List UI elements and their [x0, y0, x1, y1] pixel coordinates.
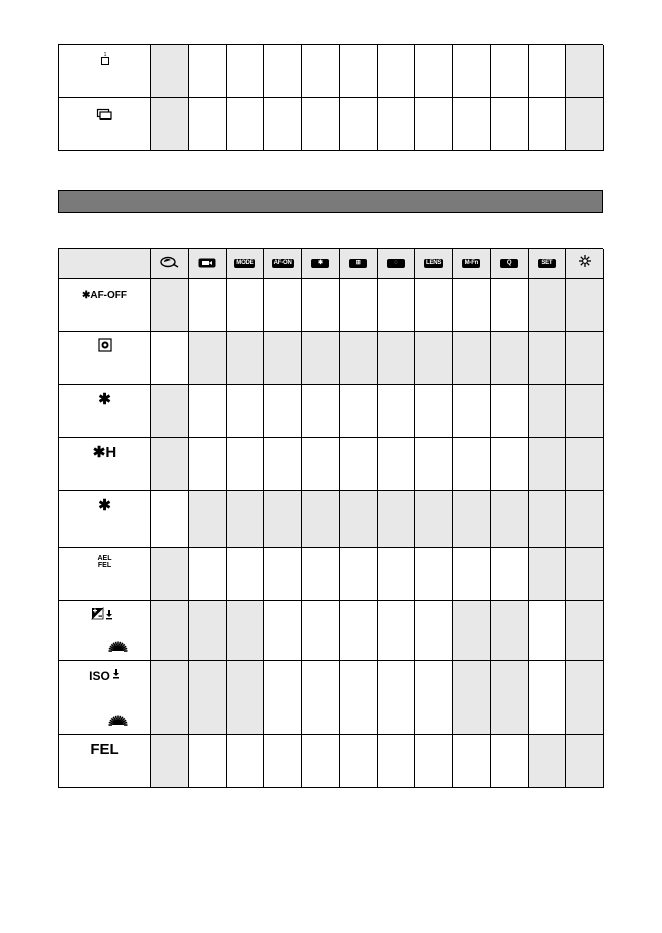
- table-cell: [302, 45, 340, 98]
- column-header: [340, 249, 378, 279]
- table-cell: [415, 279, 453, 332]
- table-cell: [378, 45, 416, 98]
- table-cell: [264, 661, 302, 735]
- table-cell: [227, 548, 265, 601]
- table-cell: [340, 332, 378, 385]
- table-cell: [189, 548, 227, 601]
- column-header: [189, 249, 227, 279]
- table-cell: [415, 98, 453, 151]
- drive-mode-label: [59, 98, 151, 151]
- column-header: [491, 249, 529, 279]
- table-cell: [415, 438, 453, 491]
- table-cell: [151, 98, 189, 151]
- drive-mode-label: [59, 45, 151, 98]
- table-cell: [302, 548, 340, 601]
- table-cell: [151, 548, 189, 601]
- table-cell: [340, 98, 378, 151]
- column-header: [302, 249, 340, 279]
- table-cell: [491, 279, 529, 332]
- table-cell: [189, 438, 227, 491]
- table-cell: [378, 279, 416, 332]
- row-label-text: ✱: [98, 391, 111, 408]
- table-cell: [453, 601, 491, 661]
- table-cell: [491, 735, 529, 788]
- row-label: [59, 491, 151, 548]
- table-cell: [302, 491, 340, 548]
- table-cell: [189, 385, 227, 438]
- row-label-text: FEL: [90, 741, 119, 758]
- set-button-icon: SET: [538, 259, 556, 268]
- table-cell: [189, 491, 227, 548]
- column-header: [264, 249, 302, 279]
- row-label: [59, 438, 151, 491]
- custom-controls-table: [58, 248, 603, 788]
- table-cell: [453, 438, 491, 491]
- continuous-shooting-icon: [96, 108, 114, 127]
- table-cell: [189, 661, 227, 735]
- table-cell: [415, 661, 453, 735]
- fe-lock-icon: [90, 741, 118, 759]
- table-cell: [151, 735, 189, 788]
- table-cell: [302, 385, 340, 438]
- table-cell: [340, 661, 378, 735]
- table-cell: [227, 332, 265, 385]
- table-cell: [302, 735, 340, 788]
- table-cell: [189, 279, 227, 332]
- table-cell: [227, 385, 265, 438]
- table-cell: [415, 45, 453, 98]
- multi-function-button-icon: M-Fn: [462, 259, 480, 268]
- table-cell: [491, 661, 529, 735]
- table-cell: [151, 438, 189, 491]
- table-cell: [491, 491, 529, 548]
- metering-mode-icon: [98, 338, 112, 357]
- table-cell: [529, 332, 567, 385]
- ae-lock-icon: [98, 391, 111, 409]
- ae-lock-af-off-icon: [82, 285, 127, 303]
- table-cell: [151, 661, 189, 735]
- table-cell: [491, 438, 529, 491]
- column-header: [453, 249, 491, 279]
- ae-lock-button-icon: ✱: [311, 259, 329, 268]
- column-header: [227, 249, 265, 279]
- table-cell: [189, 45, 227, 98]
- table-cell: [453, 548, 491, 601]
- table-cell: [340, 45, 378, 98]
- table-cell: [227, 279, 265, 332]
- table-cell: [264, 45, 302, 98]
- iso-speed-icon: [89, 667, 120, 685]
- table-cell: [340, 491, 378, 548]
- table-cell: [566, 385, 604, 438]
- row-label: [59, 385, 151, 438]
- table-cell: [453, 661, 491, 735]
- table-cell: [302, 98, 340, 151]
- table-cell: [453, 45, 491, 98]
- table-cell: [264, 548, 302, 601]
- table-cell: [340, 735, 378, 788]
- table-cell: [227, 491, 265, 548]
- table-cell: [378, 601, 416, 661]
- table-cell: [566, 332, 604, 385]
- row-label-text: ✱H: [92, 444, 117, 461]
- main-dial-icon: [108, 713, 128, 731]
- table-cell: [529, 548, 567, 601]
- table-cell: [566, 98, 604, 151]
- section-header-bar: [58, 190, 603, 213]
- svg-text:1: 1: [103, 52, 106, 58]
- table-cell: [340, 438, 378, 491]
- table-cell: [491, 385, 529, 438]
- table-cell: [529, 279, 567, 332]
- table-cell: [227, 661, 265, 735]
- table-cell: [227, 601, 265, 661]
- mode-button-icon: MODE: [236, 260, 254, 266]
- table-cell: [529, 601, 567, 661]
- table-cell: [529, 491, 567, 548]
- table-cell: [227, 98, 265, 151]
- column-header: [566, 249, 604, 279]
- table-cell: [189, 332, 227, 385]
- row-label: [59, 601, 151, 661]
- metering-start-icon: [159, 255, 179, 273]
- table-cell: [415, 735, 453, 788]
- table-cell: [151, 279, 189, 332]
- table-cell: [566, 491, 604, 548]
- table-cell: [227, 45, 265, 98]
- table-cell: [340, 548, 378, 601]
- column-header: [378, 249, 416, 279]
- table-cell: [415, 491, 453, 548]
- table-cell: [566, 438, 604, 491]
- table-cell: [566, 548, 604, 601]
- table-cell: [340, 279, 378, 332]
- quick-control-button-icon: Q: [500, 259, 518, 268]
- table-cell: [529, 661, 567, 735]
- table-cell: [415, 332, 453, 385]
- exposure-compensation-icon: [91, 607, 119, 626]
- table-cell: [491, 45, 529, 98]
- table-cell: [529, 385, 567, 438]
- table-cell: [566, 279, 604, 332]
- table-cell: [189, 601, 227, 661]
- table-cell: [491, 548, 529, 601]
- table-cell: [453, 332, 491, 385]
- table-cell: [227, 735, 265, 788]
- table-cell: [378, 661, 416, 735]
- table-cell: [302, 332, 340, 385]
- table-cell: [302, 661, 340, 735]
- table-cell: [378, 438, 416, 491]
- single-shooting-icon: [99, 51, 111, 72]
- row-label-text: ✱AF-OFF: [81, 290, 128, 301]
- table-cell: [415, 385, 453, 438]
- column-header: [151, 249, 189, 279]
- header-corner-cell: [59, 249, 151, 279]
- column-header: [529, 249, 567, 279]
- table-cell: [453, 279, 491, 332]
- table-cell: [453, 735, 491, 788]
- table-cell: [378, 332, 416, 385]
- table-cell: [264, 385, 302, 438]
- table-cell: [529, 98, 567, 151]
- table-cell: [264, 601, 302, 661]
- movie-button-icon: [198, 255, 216, 273]
- table-cell: [491, 98, 529, 151]
- row-label-text: AEL FEL: [97, 555, 112, 569]
- table-cell: [566, 601, 604, 661]
- table-cell: [264, 735, 302, 788]
- row-label-text: ✱: [98, 497, 111, 514]
- table-cell: [378, 385, 416, 438]
- ae-lock-hold-icon: [93, 444, 116, 462]
- main-dial-icon: [108, 639, 128, 657]
- table-cell: [151, 332, 189, 385]
- column-header: [415, 249, 453, 279]
- table-cell: [189, 735, 227, 788]
- af-point-button-icon: ⊞: [349, 259, 367, 268]
- table-cell: [227, 438, 265, 491]
- table-cell: [378, 98, 416, 151]
- ael-fel-icon: [98, 554, 112, 572]
- table-cell: [415, 601, 453, 661]
- table-cell: [491, 332, 529, 385]
- table-cell: [378, 548, 416, 601]
- table-cell: [340, 601, 378, 661]
- table-cell: [378, 491, 416, 548]
- table-cell: [151, 45, 189, 98]
- row-label: [59, 661, 151, 735]
- row-label-text: ISO: [89, 669, 110, 683]
- table-cell: [566, 735, 604, 788]
- table-cell: [264, 491, 302, 548]
- table-cell: [566, 45, 604, 98]
- table-cell: [340, 385, 378, 438]
- table-cell: [151, 491, 189, 548]
- table-cell: [302, 601, 340, 661]
- table-cell: [529, 45, 567, 98]
- multi-controller-icon: [578, 254, 592, 273]
- table-cell: [453, 98, 491, 151]
- table-cell: [453, 491, 491, 548]
- table-cell: [529, 735, 567, 788]
- table-cell: [491, 601, 529, 661]
- table-cell: [415, 548, 453, 601]
- table-cell: [264, 98, 302, 151]
- row-label: [59, 279, 151, 332]
- table-cell: [453, 385, 491, 438]
- lens-button-icon: LENS: [426, 260, 442, 266]
- af-on-button-icon: AF-ON: [273, 260, 292, 266]
- row-label: [59, 735, 151, 788]
- table-cell: [264, 438, 302, 491]
- table-cell: [302, 438, 340, 491]
- table-cell: [264, 332, 302, 385]
- row-label: [59, 332, 151, 385]
- ae-lock-button-func-icon: [98, 497, 111, 515]
- row-label: [59, 548, 151, 601]
- top-function-table: [58, 44, 603, 151]
- table-cell: [189, 98, 227, 151]
- table-cell: [566, 661, 604, 735]
- dof-preview-button-icon: ◌: [387, 259, 405, 268]
- table-cell: [151, 601, 189, 661]
- table-cell: [529, 438, 567, 491]
- table-cell: [151, 385, 189, 438]
- table-cell: [264, 279, 302, 332]
- arrow-down-icon: [112, 667, 120, 684]
- table-cell: [378, 735, 416, 788]
- table-cell: [302, 279, 340, 332]
